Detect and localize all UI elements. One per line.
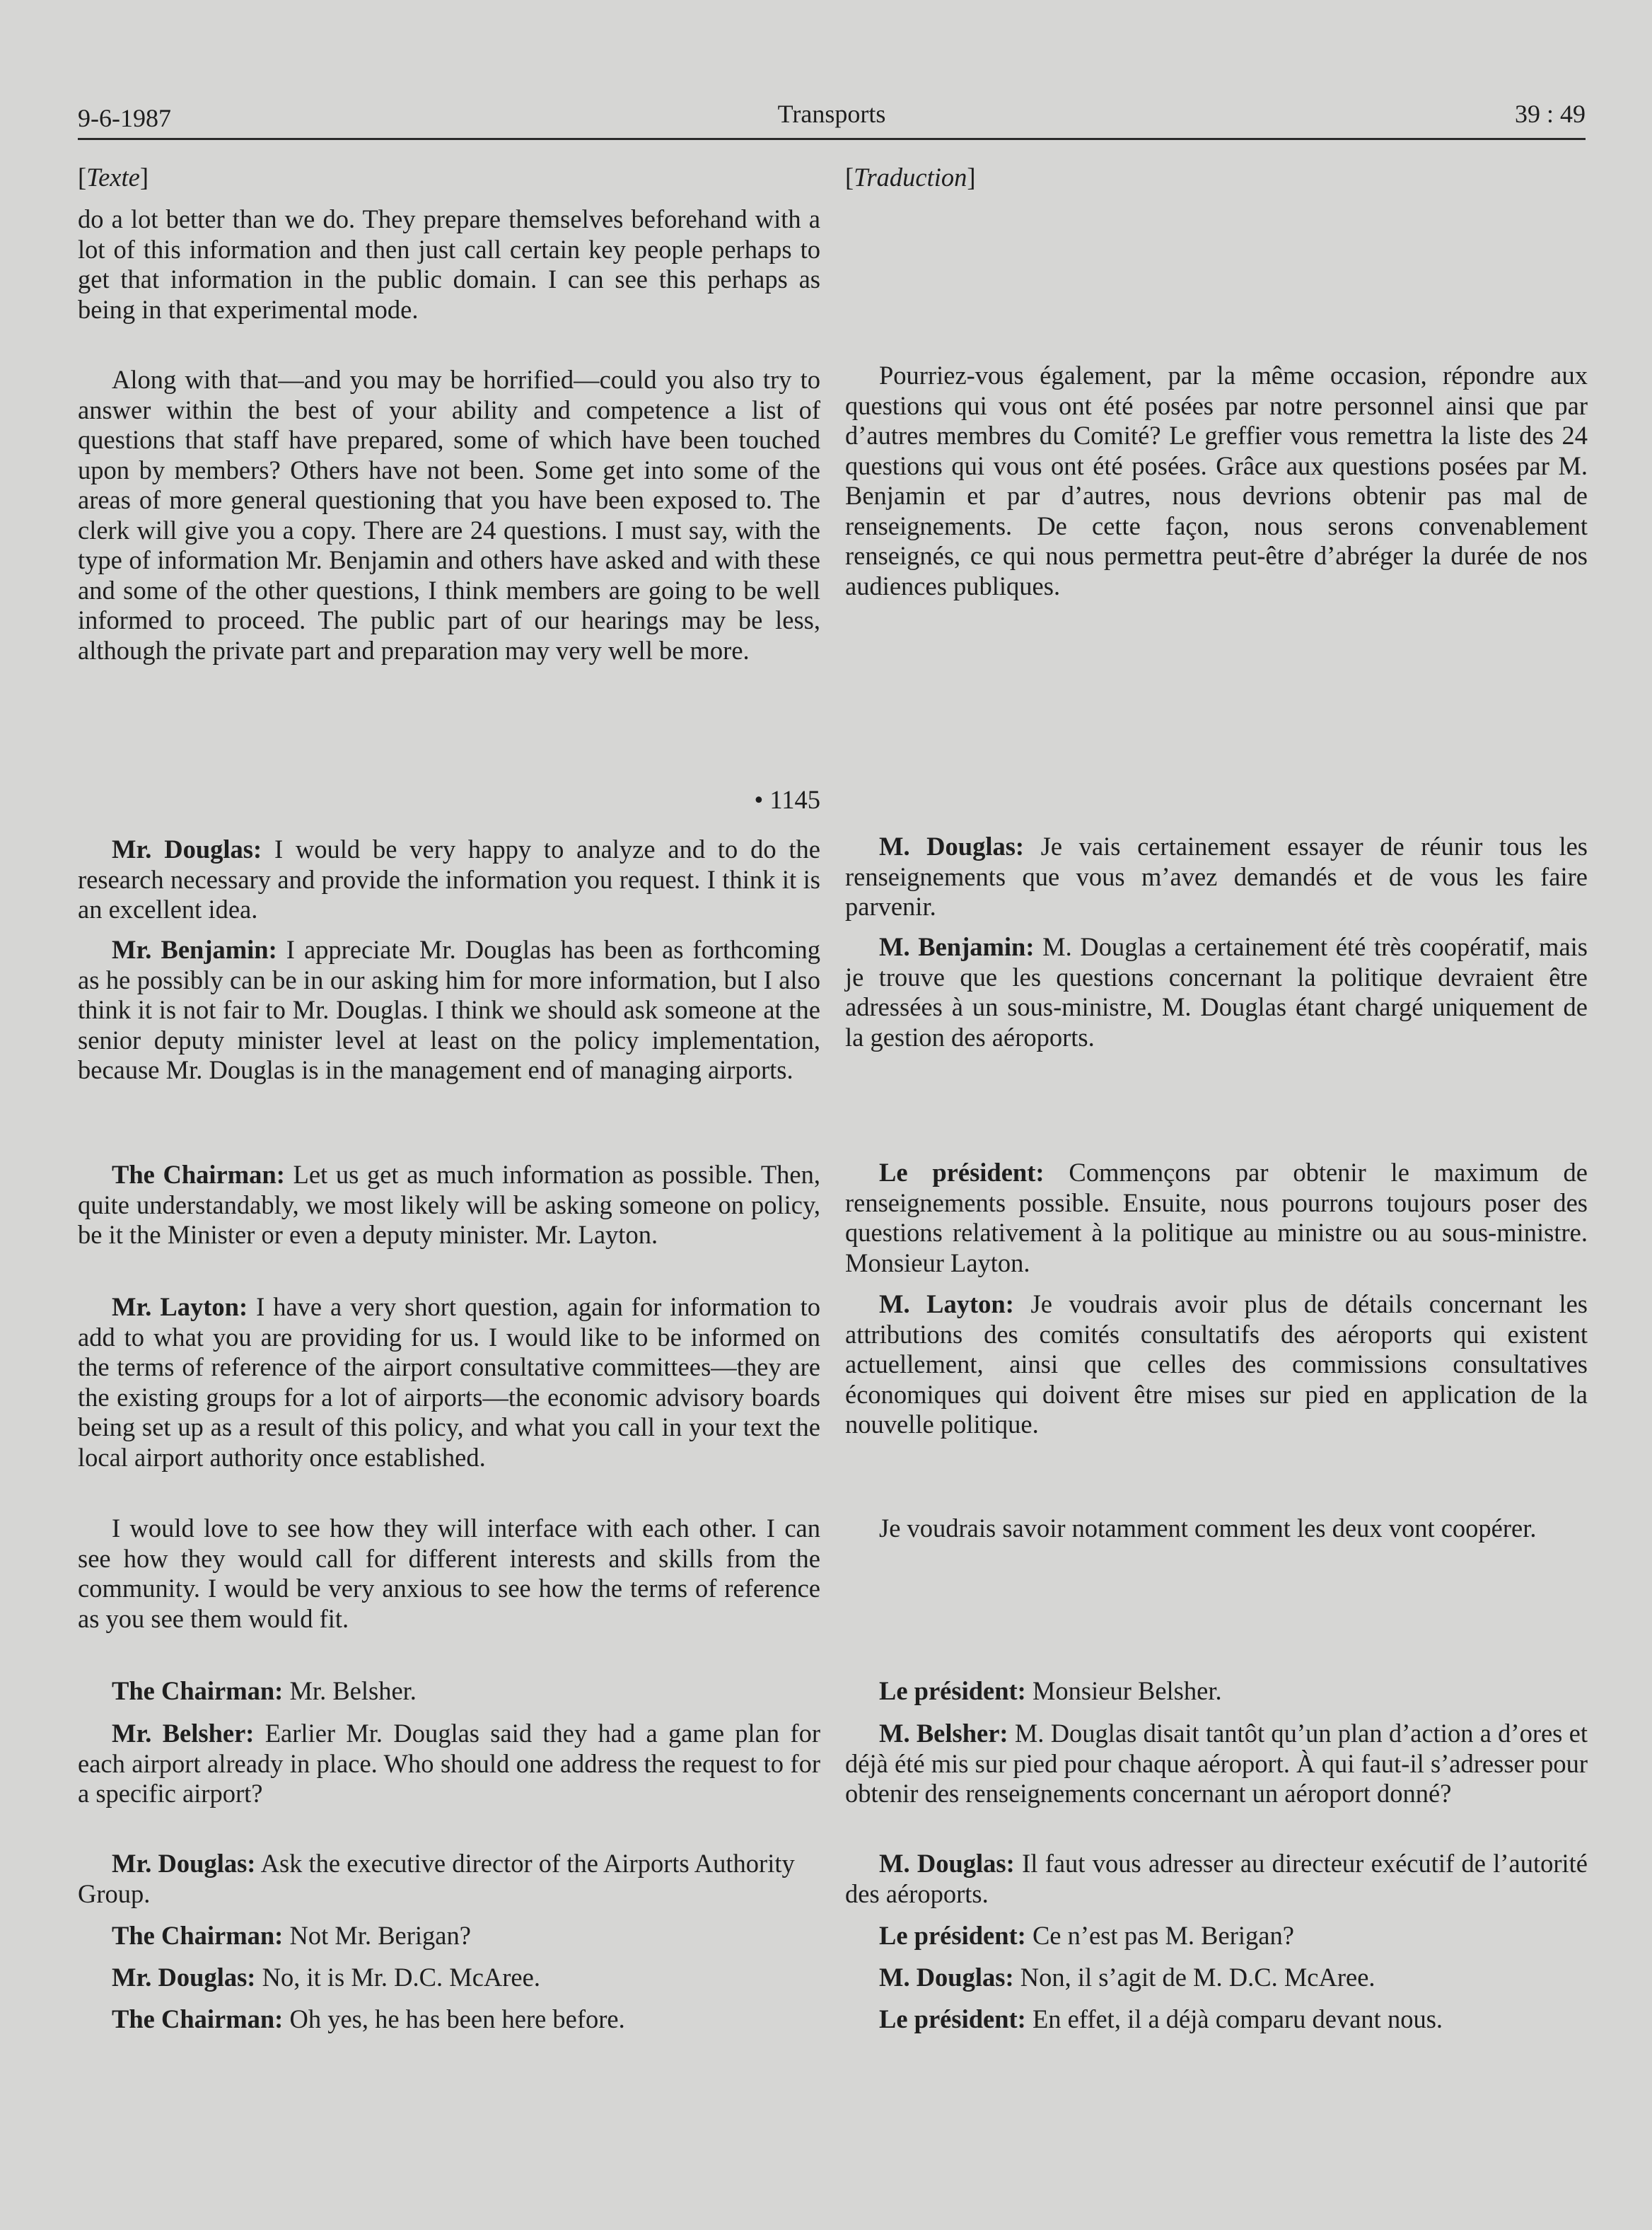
time-marker: • 1145	[754, 785, 820, 814]
speaker-entry: Le président: Ce n’est pas M. Berigan?	[879, 1921, 1294, 1950]
speaker-entry: The Chairman: Let us get as much information as possible. Then, quite understandably, we most likely will be asking someone on policy, be it the Minister or even a deputy minister. Mr. Layton.	[78, 1160, 820, 1249]
speaker-entry: M. Douglas: Non, il s’agit de M. D.C. McAree.	[879, 1963, 1375, 1992]
paragraph: Je voudrais savoir notamment comment les deux vont coopérer.	[879, 1514, 1537, 1543]
speaker-name: Mr. Douglas:	[112, 1849, 256, 1878]
speaker-name: M. Douglas:	[879, 1849, 1015, 1878]
speaker-entry: Mr. Belsher: Earlier Mr. Douglas said they had a game plan for each airport already in place. Who should one address the request to for a specific airport?	[78, 1719, 820, 1808]
speaker-name: The Chairman:	[112, 2004, 284, 2033]
speaker-name: Mr. Benjamin:	[112, 935, 277, 964]
header-page-number: 39 : 49	[1514, 100, 1586, 128]
speaker-entry: M. Benjamin: M. Douglas a certainement été très coopératif, mais je trouve que les questions concernant la politique devraient être adressées à un sous-ministre, M. Douglas étant chargé uniquement de la gestion des aéroports.	[845, 932, 1588, 1052]
speaker-entry: The Chairman: Mr. Belsher.	[112, 1676, 417, 1705]
speaker-name: Mr. Layton:	[112, 1292, 248, 1321]
speaker-name: Le président:	[879, 1676, 1026, 1705]
speaker-name: The Chairman:	[112, 1676, 284, 1705]
speaker-name: The Chairman:	[112, 1160, 285, 1189]
speaker-entry: M. Douglas: Je vais certainement essayer de réunir tous les renseignements que vous m’avez demandés et de vous les faire parvenir.	[845, 832, 1588, 921]
speaker-name: Mr. Douglas:	[112, 1963, 256, 1992]
speaker-entry: M. Layton: Je voudrais avoir plus de détails concernant les attributions des comités consultatifs des aéroports qui existent actuellement, ainsi que celles des commissions consultatives économiques qui doivent être mises sur pied en application de la nouvelle politique.	[845, 1289, 1588, 1439]
paragraph: I would love to see how they will interface with each other. I can see how they would call for different interests and skills from the community. I would be very anxious to see how the terms of reference as you see them would fit.	[78, 1514, 820, 1633]
speaker-name: M. Layton:	[879, 1289, 1014, 1318]
speaker-entry: Mr. Douglas: No, it is Mr. D.C. McAree.	[112, 1963, 540, 1992]
speaker-entry: Mr. Douglas: Ask the executive director of the Airports Authority Group.	[78, 1849, 795, 1908]
speaker-name: M. Douglas:	[879, 1963, 1014, 1992]
speaker-entry: The Chairman: Oh yes, he has been here before.	[112, 2004, 625, 2033]
speaker-name: Mr. Belsher:	[112, 1719, 255, 1748]
paragraph: Along with that—and you may be horrified—could you also try to answer within the best of your ability and competence a list of questions that staff have prepared, some of which have been touched upon by members? Others have not been. Some get into some of the areas of more general questioning that you have been exposed to. The clerk will give you a copy. There are 24 questions. I must say, with the type of information Mr. Benjamin and others have asked and with these and some of the other questions, I think members are going to be well informed to proceed. The public part of our hearings may be less, although the private part and preparation may very well be more.	[78, 365, 820, 665]
header-title: Transports	[777, 100, 886, 128]
speaker-name: M. Belsher:	[879, 1719, 1008, 1748]
running-header	[78, 99, 1586, 141]
speaker-entry: Mr. Douglas: I would be very happy to analyze and to do the research necessary and provide the information you request. I think it is an excellent idea.	[78, 835, 820, 924]
speaker-entry: M. Douglas: Il faut vous adresser au directeur exécutif de l’autorité des aéroports.	[845, 1849, 1588, 1908]
speaker-entry: Mr. Benjamin: I appreciate Mr. Douglas has been as forthcoming as he possibly can be in our asking him for more information, but I also think it is not fair to Mr. Douglas. I think we should ask someone at the senior deputy minister level at least on the policy implementation, because Mr. Douglas is in the management end of managing airports.	[78, 935, 820, 1084]
speaker-name: Mr. Douglas:	[112, 835, 262, 864]
translation-tag: [Traduction]	[845, 163, 976, 192]
speaker-entry: Le président: Monsieur Belsher.	[879, 1676, 1222, 1705]
speaker-name: Le président:	[879, 1158, 1045, 1187]
speaker-name: M. Douglas:	[879, 832, 1025, 861]
text-tag: [Texte]	[78, 163, 149, 192]
paragraph: do a lot better than we do. They prepare themselves beforehand with a lot of this information and then just call certain key people perhaps to get that information in the public domain. I can see this perhaps as being in that experimental mode.	[78, 204, 820, 324]
speaker-entry: Mr. Layton: I have a very short question, again for information to add to what you are providing for us. I would like to be informed on the terms of reference of the airport consultative committees—they are the existing groups for a lot of airports—the economic advisory boards being set up as a result of this policy, and what you call in your text the local airport authority once established.	[78, 1292, 820, 1472]
header-date: 9-6-1987	[78, 104, 171, 132]
speaker-entry: The Chairman: Not Mr. Berigan?	[112, 1921, 471, 1950]
speaker-entry: Le président: En effet, il a déjà comparu devant nous.	[879, 2004, 1443, 2033]
speaker-name: Le président:	[879, 1921, 1026, 1950]
speaker-name: Le président:	[879, 2004, 1026, 2033]
header-rule	[78, 138, 1586, 140]
speaker-entry: M. Belsher: M. Douglas disait tantôt qu’un plan d’action a d’ores et déjà été mis sur pied pour chaque aéroport. À qui faut-il s’adresser pour obtenir des renseignements concernant un aéroport donné?	[845, 1719, 1588, 1808]
speaker-name: M. Benjamin:	[879, 932, 1035, 961]
paragraph: Pourriez-vous également, par la même occasion, répondre aux questions qui vous ont été posées par notre personnel ainsi que par d’autres membres du Comité? Le greffier vous remettra la liste des 24 questions qui vous ont été posées. Grâce aux questions posées par M. Benjamin et par d’autres, nous devrions obtenir pas mal de renseignements. De cette façon, nous serons convenablement renseignés, ce qui nous permettra peut-être d’abréger la durée de nos audiences publiques.	[845, 361, 1588, 600]
speaker-entry: Le président: Commençons par obtenir le maximum de renseignements possible. Ensuite, nous pourrons toujours poser des questions relativement à la politique au ministre ou au sous-ministre. Monsieur Layton.	[845, 1158, 1588, 1277]
speaker-name: The Chairman:	[112, 1921, 284, 1950]
